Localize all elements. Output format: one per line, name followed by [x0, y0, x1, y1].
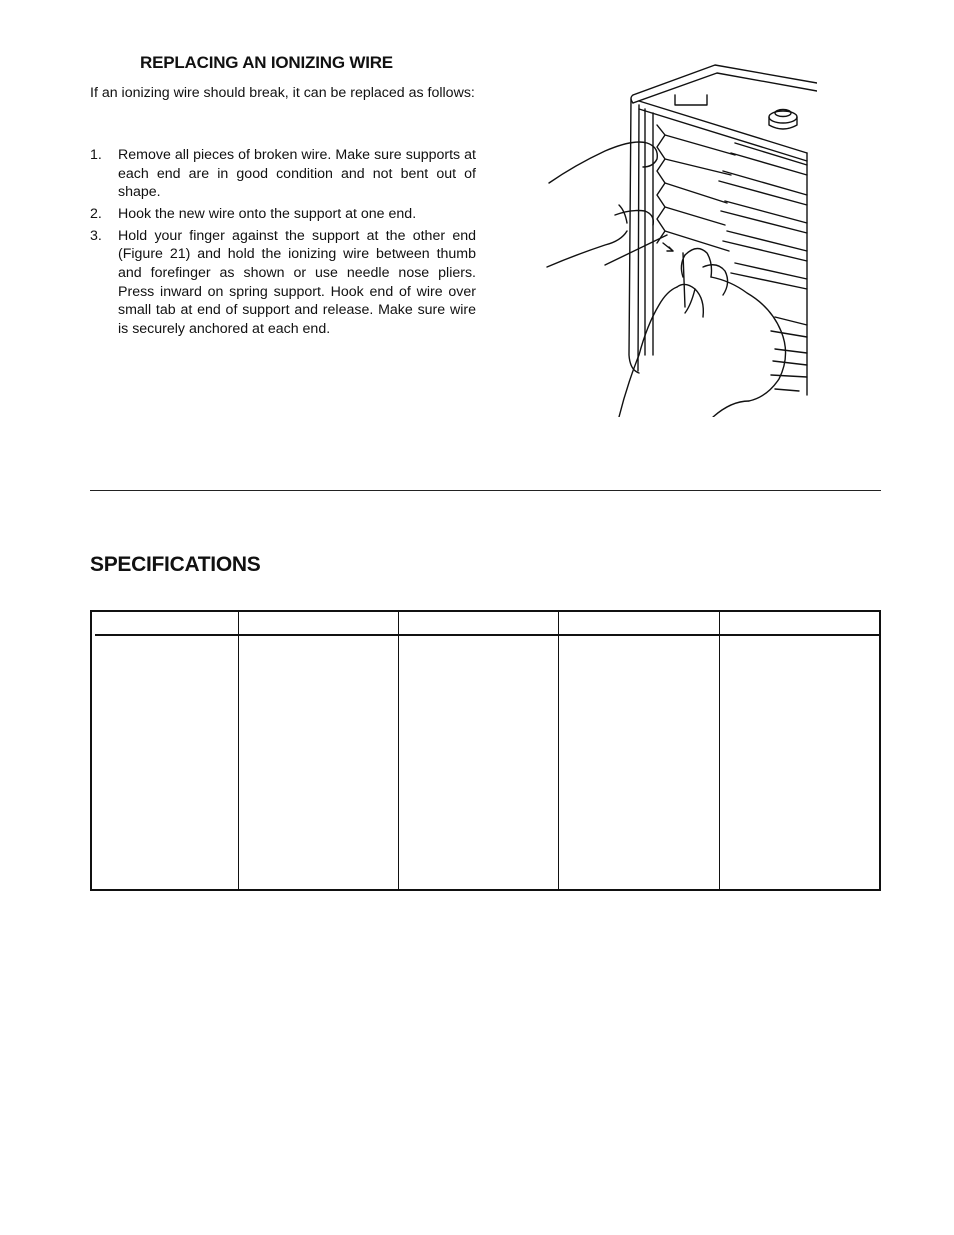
step-number: 3.	[90, 227, 102, 244]
cell-frame-drawing	[629, 65, 817, 395]
table-header-rule	[95, 634, 879, 636]
table-column-divider	[398, 612, 399, 889]
step-item	[90, 146, 476, 202]
table-column-divider	[238, 612, 239, 889]
specifications-title: SPECIFICATIONS	[90, 553, 261, 576]
step-number: 2.	[90, 205, 102, 222]
step-text: Remove all pieces of broken wire. Make sure supports at each end are in good condition and not bent out of shape.	[118, 147, 476, 201]
table-column-divider	[719, 612, 720, 889]
step-item	[90, 205, 476, 224]
ionizing-wire-illustration	[535, 55, 817, 417]
step-text: Hook the new wire onto the support at one end.	[118, 205, 417, 222]
instruction-steps	[90, 146, 476, 342]
section-divider	[90, 490, 881, 491]
table-column-divider	[558, 612, 559, 889]
step-text: Hold your finger against the support at the other end (Figure 21) and hold the ionizing wire between thumb and forefinger as shown or use needle nose pliers. Press inward on spring support. Hook end of wire over small tab at end of support and release. Make sure wire is securely anchored at each end.	[118, 227, 476, 337]
step-number: 1.	[90, 147, 102, 163]
section-title-replacing-wire: REPLACING AN IONIZING WIRE	[140, 53, 393, 72]
specifications-table	[90, 610, 881, 891]
step-item	[90, 227, 476, 339]
intro-paragraph: If an ionizing wire should break, it can be replaced as follows:	[90, 85, 475, 101]
